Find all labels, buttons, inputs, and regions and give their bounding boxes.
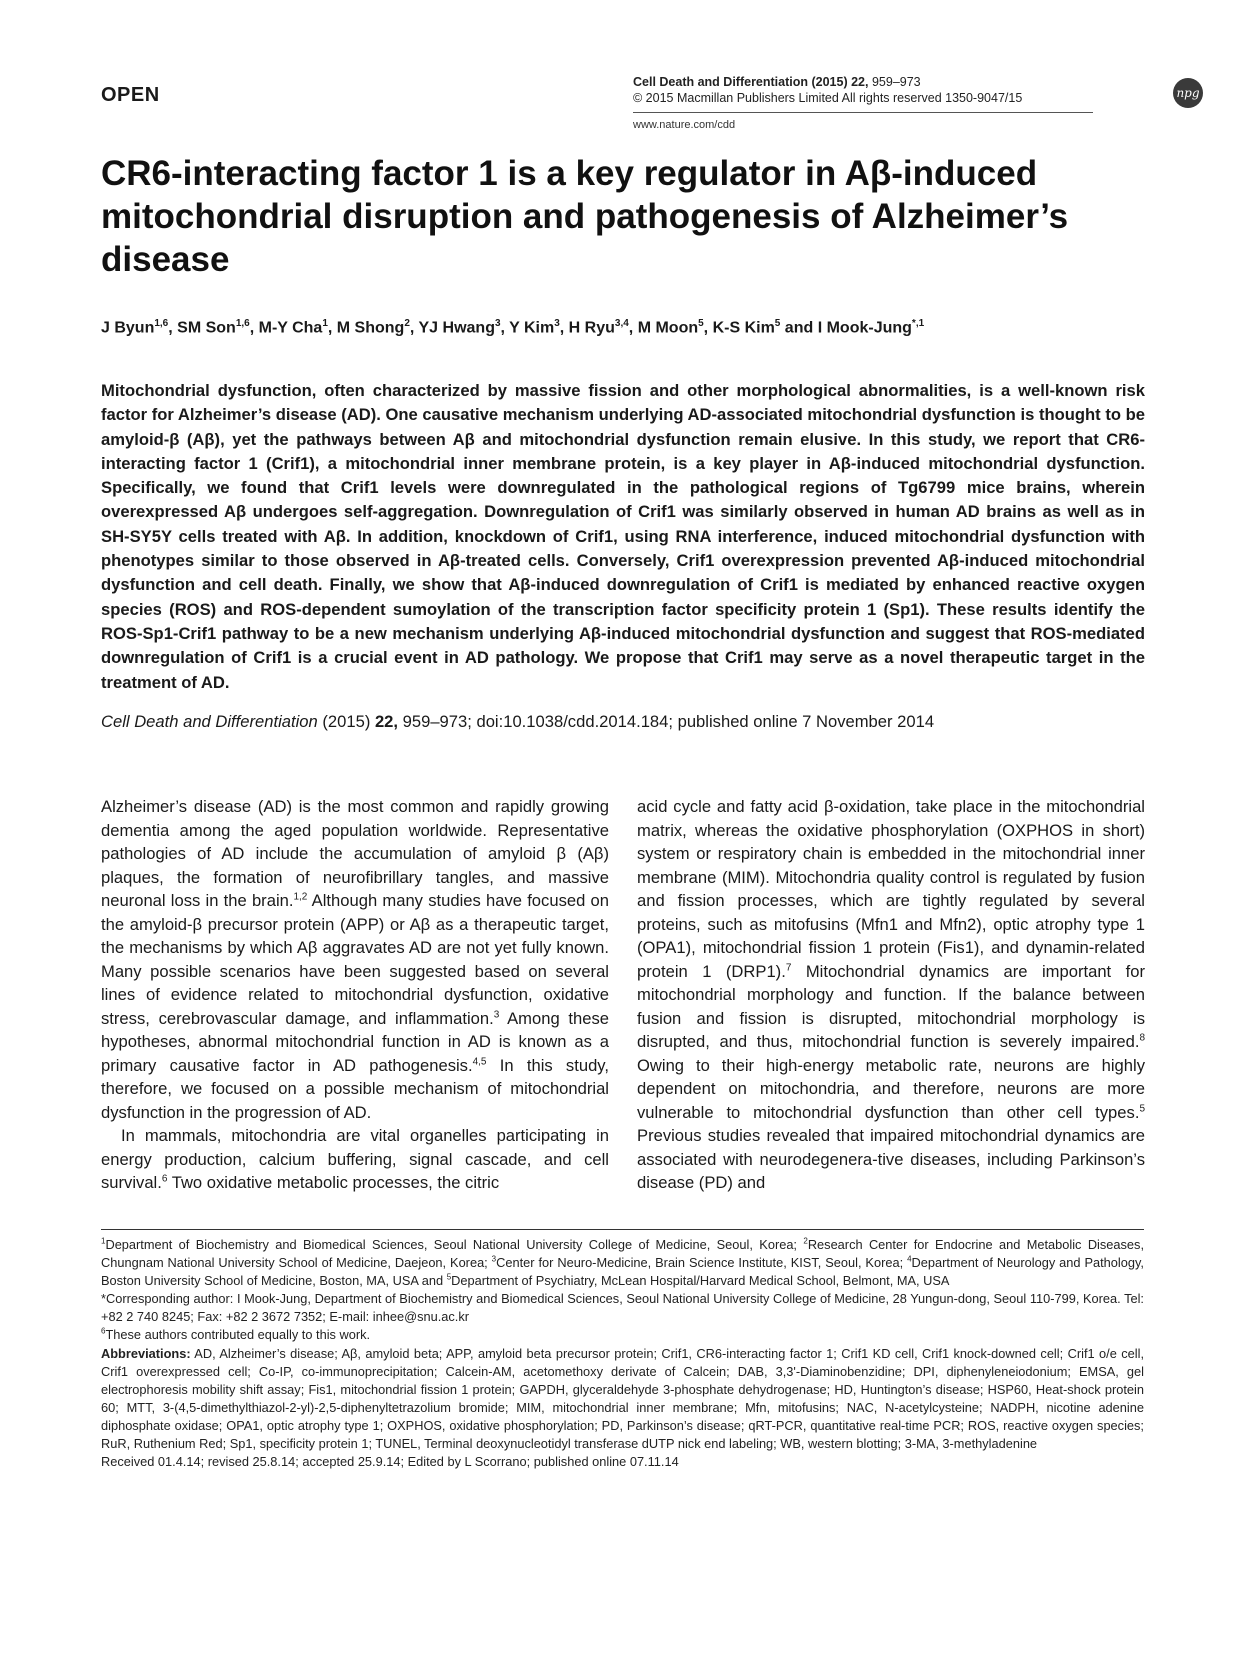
author-name: I Mook-Jung	[817, 319, 912, 337]
author-separator: ,	[168, 319, 178, 337]
bold-label: Abbreviations:	[101, 1345, 191, 1361]
author-name: SM Son	[177, 319, 236, 337]
author-affiliation: 3	[494, 318, 501, 329]
reference-superscript: 8	[1139, 1032, 1145, 1044]
author-separator: ,	[559, 319, 569, 337]
author-affiliation: 1,6	[235, 318, 250, 329]
text-run: In this study, therefore, we focused on a possible mechanism of mitochondrial dysfunction in the progression of AD.	[101, 1055, 609, 1122]
reference-superscript: 5	[1139, 1102, 1145, 1114]
author-affiliation: 3	[554, 318, 560, 329]
author-affiliation: 1	[322, 318, 328, 329]
text-run: Center for Neuro-Medicine, Brain Science Institute, KIST, Seoul, Korea;	[496, 1255, 908, 1271]
article-title: CR6-interacting factor 1 is a key regulator in Aβ-induced mitochondrial disruption and pathogenesis of Alzheimer’s disease	[101, 154, 1069, 279]
author-name: M Shong	[336, 319, 405, 337]
abstract-paragraph: Mitochondrial dysfunction, often characterized by massive fission and other morphological abnormalities, is a well-known risk factor for Alzheimer’s disease (AD). One causative mechanism underlying AD-associated mitochondrial dysfunction is thought to be amyloid-β (Aβ), yet the pathways between Aβ and mitochondrial dysfunction remain elusive. In this study, we report that CR6-interacting factor 1 (Crif1), a mitochondrial inner membrane protein, is a key player in Aβ-induced mitochondrial dysfunction. Specifically, we found that Crif1 levels were downregulated in the pathological regions of Tg6799 mice brains, wherein overexpressed Aβ undergoes self-aggregation. Downregulation of Crif1 was similarly observed in human AD brains as well as in SH-SY5Y cells treated with Aβ. In addition, knockdown of Crif1, using RNA interference, induced mitochondrial dysfunction with phenotypes similar to those observed in Aβ-treated cells. Conversely, Crif1 overexpression prevented Aβ-induced mitochondrial dysfunction and cell death. Finally, we show that Aβ-induced downregulation of Crif1 is mediated by enhanced reactive oxygen species (ROS) and ROS-dependent sumoylation of the transcription factor specificity protein 1 (Sp1). These results identify the ROS-Sp1-Crif1 pathway to be a new mechanism underlying Aβ-induced mitochondrial dysfunction and suggest that ROS-mediated downregulation of Crif1 is a crucial event in AD pathology. We propose that Crif1 may serve as a novel therapeutic target in the treatment of AD.	[101, 381, 1145, 692]
journal-name-volume: Cell Death and Differentiation (2015) 22,	[633, 75, 869, 89]
author-affiliation: 5	[774, 318, 781, 329]
author-affiliation: *,1	[911, 318, 925, 329]
text-run: Department of Psychiatry, McLean Hospital/Harvard Medical School, Belmont, MA, USA	[451, 1273, 950, 1289]
text-run: Mitochondrial dynamics are important for mitochondrial morphology and function. If the balance between fusion and fission is disrupted, mitochondrial morphology is disrupted, and thus, mitochondrial function is severely impaired.	[637, 961, 1145, 1051]
text-run: *Corresponding author: I Mook-Jung, Department of Biochemistry and Biomedical Sciences, Seoul National University College of Medicine, 28 Yungun-dong, Seoul 110-799, Korea. Tel: +82 2 740 8245; Fax: +82 2 3672 7352; E-mail: inhee@snu.ac.kr	[101, 1291, 1144, 1325]
open-access-label: OPEN	[101, 84, 160, 106]
equal-contribution-footnote	[101, 1326, 1144, 1344]
footnote-divider	[101, 1229, 1144, 1230]
text-run: Department of Neurology and Pathology, Boston University School of Medicine, Boston, MA, USA and	[101, 1255, 1144, 1289]
reference-superscript: 3	[493, 1008, 500, 1020]
author-name: M Moon	[637, 319, 699, 337]
author-affiliation: 3,4	[614, 318, 629, 329]
citation-volume: 22,	[374, 712, 399, 731]
reference-superscript: 7	[785, 961, 792, 973]
reference-superscript: 1	[101, 1236, 106, 1246]
body-paragraph	[101, 795, 609, 1124]
footnotes	[101, 1236, 1144, 1471]
copyright-line: © 2015 Macmillan Publishers Limited All rights reserved 1350-9047/15	[633, 91, 1023, 105]
author-separator: ,	[500, 319, 510, 337]
journal-info	[633, 74, 1022, 106]
body-paragraph	[101, 1124, 609, 1195]
text-run: These authors contributed equally to this work.	[105, 1327, 371, 1343]
corresponding-author-footnote	[101, 1290, 1144, 1326]
affiliations-footnote	[101, 1236, 1144, 1290]
text-run: Owing to their high-energy metabolic rate, neurons are highly dependent on mitochondria, and therefore, neurons are more vulnerable to mitochondrial dysfunction than other cell types.	[637, 1055, 1145, 1122]
reference-superscript: 3	[491, 1254, 497, 1264]
text-run: Research Center for Endocrine and Metabolic Diseases, Chungnam National University School of Medicine, Daejeon, Korea;	[101, 1237, 1145, 1271]
npg-logo-icon: npg	[1173, 78, 1203, 108]
author-separator: ,	[409, 319, 419, 337]
author-separator: ,	[249, 319, 259, 337]
author-affiliation: 5	[698, 318, 704, 329]
reference-superscript: 2	[803, 1236, 808, 1246]
reference-superscript: 4	[907, 1254, 912, 1264]
author-affiliation: 2	[404, 318, 410, 329]
author-name: J Byun	[101, 319, 155, 337]
text-run: AD, Alzheimer’s disease; Aβ, amyloid beta; APP, amyloid beta precursor protein; Crif1, CR6-interacting factor 1; Crif1 KD cell, Crif1 knock-downed cell; Crif1 o/e cell, Crif1 overexpressed cell; Co-IP, co-immunoprecipitation; Calcein-AM, acetomethoxy derivate of Calcein; DAB, 3,3'-Diaminobenzidine; DPI, diphenyleneiodonium; EMSA, gel electrophoresis mobility shift assay; Fis1, mitochondrial fission 1 protein; GAPDH, glyceraldehyde 3-phosphate dehydrogenase; HD, Huntington’s disease; HSP60, Heat-shock protein 60; MTT, 3-(4,5-dimethylthiazol-2-yl)-2,5-diphenyltetrazolium bromide; MIM, mitochondrial inner membrane; Mfn, mitofusins; NAC, N-acetylcysteine; NADPH, nicotine adenine diphosphate oxidase; OPA1, optic atrophy type 1; OXPHOS, oxidative phosphorylation; PD, Parkinson’s disease; qRT-PCR, quantitative real-time PCR; ROS, reactive oxygen species; RuR, Ruthenium Red; Sp1, specificity protein 1; TUNEL, Terminal deoxynucleotidyl transferase dUTP nick end labeling; WB, western blotting; 3-MA, 3-methyladenine	[101, 1345, 1144, 1452]
text-run: In mammals, mitochondria are vital organelles participating in energy production, calcium buffering, signal cascade, and cell survival.	[101, 1126, 609, 1192]
body-paragraph	[637, 795, 1145, 1195]
author-name: YJ Hwang	[418, 319, 495, 337]
author-name: M-Y Cha	[258, 319, 323, 337]
author-list	[101, 318, 924, 337]
text-run: Received 01.4.14; revised 25.8.14; accepted 25.9.14; Edited by L Scorrano; published online 07.11.14	[101, 1454, 679, 1470]
reference-superscript: 6	[101, 1327, 106, 1337]
body-column-right	[637, 795, 1145, 1195]
author-separator: ,	[628, 319, 638, 337]
reference-superscript: 1,2	[293, 891, 308, 903]
author-affiliation: 1,6	[154, 318, 169, 329]
text-run: Among these hypotheses, abnormal mitochondrial function in AD is known as a primary causative factor in AD pathogenesis.	[101, 1008, 609, 1075]
citation-details: 959–973; doi:10.1038/cdd.2014.184; published online 7 November 2014	[398, 712, 935, 731]
text-run: Previous studies revealed that impaired mitochondrial dynamics are associated with neurodegenera-tive diseases, including Parkinson’s disease (PD) and	[637, 1126, 1145, 1192]
citation-year: (2015)	[317, 712, 375, 731]
text-run: acid cycle and fatty acid β-oxidation, take place in the mitochondrial matrix, whereas the oxidative phosphorylation (OXPHOS in short) system or respiratory chain is embedded in the mitochondrial inner membrane (MIM). Mitochondria quality control is regulated by fusion and fission processes, which are tightly regulated by several proteins, such as mitofusins (Mfn1 and Mfn2), optic atrophy type 1 (OPA1), mitochondrial fission 1 protein (Fis1), and dynamin-related protein 1 (DRP1).	[637, 797, 1145, 981]
reference-superscript: 5	[446, 1272, 452, 1282]
author-name: H Ryu	[568, 319, 615, 337]
journal-pages: 959–973	[868, 75, 921, 89]
body-column-left	[101, 795, 609, 1195]
journal-citation-line	[633, 74, 1022, 90]
reference-superscript: 4,5	[472, 1055, 487, 1067]
author-separator: ,	[703, 319, 713, 337]
citation-journal: Cell Death and Differentiation	[101, 712, 318, 731]
text-run: Department of Biochemistry and Biomedical Sciences, Seoul National University College of Medicine, Seoul, Korea;	[105, 1237, 804, 1252]
text-run: Two oxidative metabolic processes, the citric	[167, 1173, 500, 1192]
abbreviations-footnote	[101, 1345, 1144, 1454]
journal-url-link[interactable]: www.nature.com/cdd	[633, 119, 736, 131]
author-name: Y Kim	[509, 319, 555, 337]
author-separator: ,	[327, 319, 337, 337]
text-run: Alzheimer’s disease (AD) is the most common and rapidly growing dementia among the aged population worldwide. Representative pathologies of AD include the accumulation of amyloid β (Aβ) plaques, the formation of neurofibrillary tangles, and massive neuronal loss in the brain.	[101, 797, 609, 910]
received-dates-footnote	[101, 1453, 1144, 1471]
header-divider	[633, 112, 1093, 113]
text-run: Although many studies have focused on the amyloid-β precursor protein (APP) or Aβ as a therapeutic target, the mechanisms by which Aβ aggravates AD are not yet fully known. Many possible scenarios have been suggested based on several lines of evidence related to mitochondrial dysfunction, oxidative stress, cerebrovascular damage, and inflammation.	[101, 891, 609, 1028]
author-name: K-S Kim	[712, 319, 775, 337]
article-citation	[101, 712, 934, 732]
author-separator: and	[780, 319, 818, 337]
reference-superscript: 6	[161, 1173, 168, 1185]
